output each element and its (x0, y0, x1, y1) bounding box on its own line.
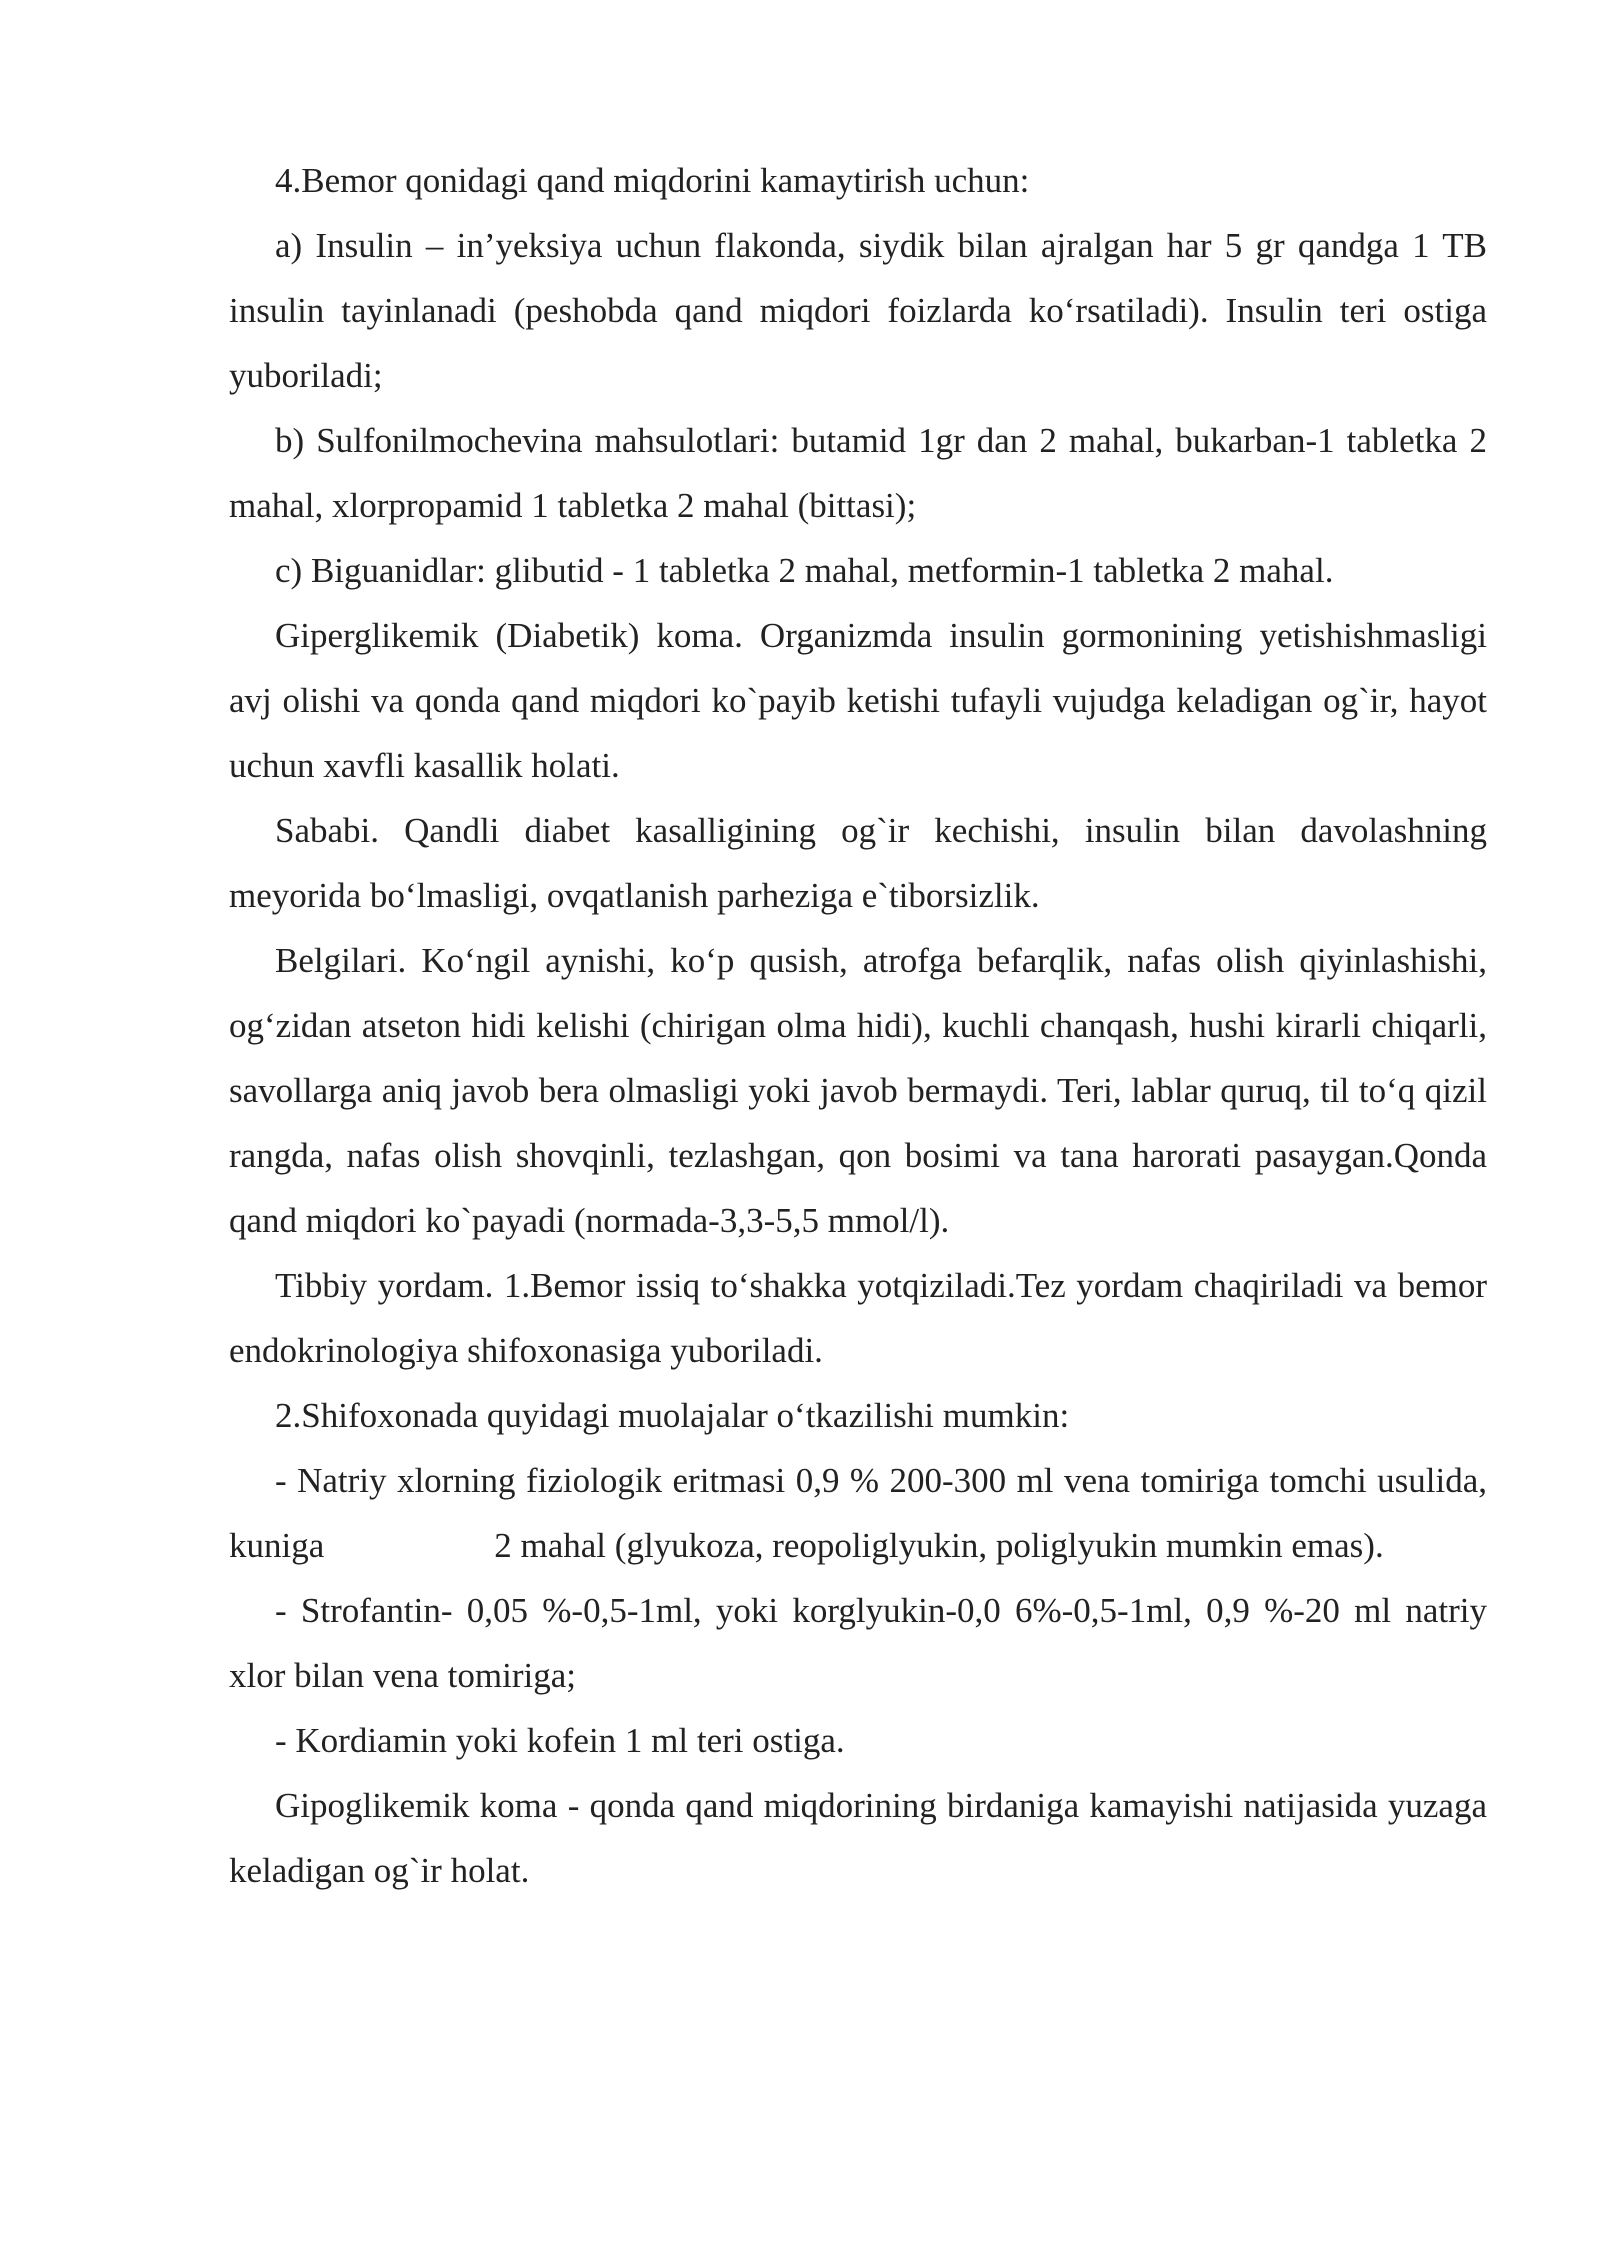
paragraph-biguanides: c) Biguanidlar: glibutid - 1 tabletka 2 mahal, metformin-1 tabletka 2 mahal. (275, 551, 1334, 590)
saline-text-part-1: - Natriy xlorning fiziologik eritmasi 0,9 % 200-300 ml vena tomiriga tomchi usulida, kuniga (229, 1461, 1487, 1565)
paragraph-hyperglycemic-coma: Giperglikemik (Diabetik) koma. Organizmda insulin gormonining yetishishmasligi avj olishi va qonda qand miqdori ko`payib ketishi tufayli vujudga keladigan og`ir, hayot uchun xavfli kasallik holati. (229, 616, 1487, 785)
paragraph-symptoms: Belgilari. Ko‘ngil aynishi, ko‘p qusish, atrofga befarqlik, nafas olish qiyinlashishi, og‘zidan atseton hidi kelishi (chirigan olma hidi), kuchli chanqash, hushi kirarli chiqarli, savollarga aniq javob bera olmasligi yoki javob bermaydi. Teri, lablar quruq, til to‘q qizil rangda, nafas olish shovqinli, tezlashgan, qon bosimi va tana harorati pasaygan.Qonda qand miqdori ko`payadi (normada-3,3-5,5 mmol/l). (229, 941, 1487, 1240)
paragraph-sulfonylurea: b) Sulfonilmochevina mahsulotlari: butamid 1gr dan 2 mahal, bukarban-1 tabletka 2 mahal, xlorpropamid 1 tabletka 2 mahal (bittasi); (229, 421, 1487, 525)
paragraph-hospital-procedures: 2.Shifoxonada quyidagi muolajalar o‘tkazilishi mumkin: (275, 1396, 1070, 1435)
paragraph-insulin: a) Insulin – in’yeksiya uchun flakonda, siydik bilan ajralgan har 5 gr qandga 1 TB insulin tayinlanadi (peshobda qand miqdori foizlarda ko‘rsatiladi). Insulin teri ostiga yuboriladi; (229, 226, 1487, 395)
saline-text-part-2: 2 mahal (glyukoza, reopoliglyukin, poliglyukin mumkin emas). (494, 1526, 1384, 1565)
paragraph-saline-infusion (229, 1448, 1487, 1578)
paragraph-strophanthin: - Strofantin- 0,05 %-0,5-1ml, yoki korglyukin-0,0 6%-0,5-1ml, 0,9 %-20 ml natriy xlor bilan vena tomiriga; (229, 1591, 1487, 1695)
paragraph-cause: Sababi. Qandli diabet kasalligining og`ir kechishi, insulin bilan davolashning meyorida bo‘lmasligi, ovqatlanish parheziga e`tiborsizlik. (229, 811, 1487, 915)
paragraph-cordiamine: - Kordiamin yoki kofein 1 ml teri ostiga. (275, 1721, 845, 1760)
paragraph-blood-sugar-heading: 4.Bemor qonidagi qand miqdorini kamaytirish uchun: (275, 161, 1030, 200)
paragraph-hypoglycemic-coma: Gipoglikemik koma - qonda qand miqdorining birdaniga kamayishi natijasida yuzaga keladigan og`ir holat. (229, 1786, 1487, 1890)
document-body (229, 148, 1487, 1903)
paragraph-medical-aid: Tibbiy yordam. 1.Bemor issiq to‘shakka yotqiziladi.Tez yordam chaqiriladi va bemor endokrinologiya shifoxonasiga yuboriladi. (229, 1266, 1487, 1370)
